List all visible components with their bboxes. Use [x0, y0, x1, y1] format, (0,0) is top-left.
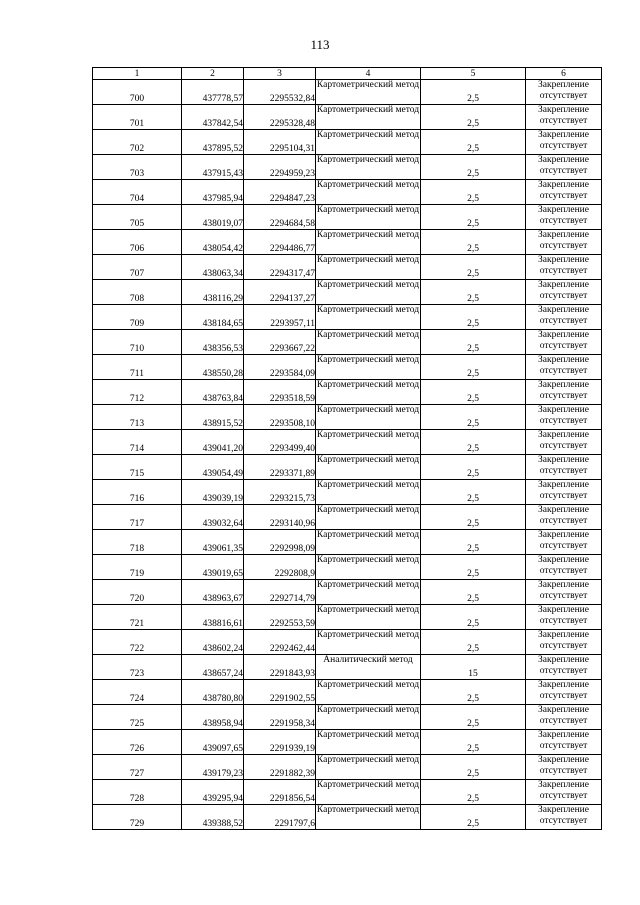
y-coordinate-cell: 2293584,09 — [244, 355, 316, 380]
table-row — [93, 655, 602, 680]
fixation-cell: Закрепление отсутствует — [526, 630, 602, 655]
x-coordinate-cell: 439054,49 — [182, 455, 244, 480]
page-number: 113 — [310, 37, 330, 52]
column-header: 6 — [526, 68, 602, 80]
accuracy-cell: 2,5 — [421, 155, 526, 180]
accuracy-cell: 2,5 — [421, 80, 526, 105]
x-coordinate-cell: 437985,94 — [182, 180, 244, 205]
y-coordinate-cell: 2295328,48 — [244, 105, 316, 130]
point-number-cell: 711 — [93, 355, 182, 380]
accuracy-cell: 2,5 — [421, 280, 526, 305]
method-cell: Картометрический метод — [316, 780, 421, 805]
table-row — [93, 780, 602, 805]
accuracy-cell: 2,5 — [421, 580, 526, 605]
x-coordinate-cell: 437778,57 — [182, 80, 244, 105]
point-number-cell: 704 — [93, 180, 182, 205]
x-coordinate-cell: 438054,42 — [182, 230, 244, 255]
table-row — [93, 805, 602, 830]
accuracy-cell: 2,5 — [421, 505, 526, 530]
accuracy-cell: 2,5 — [421, 430, 526, 455]
table-row — [93, 555, 602, 580]
x-coordinate-cell: 438019,07 — [182, 205, 244, 230]
y-coordinate-cell: 2291902,55 — [244, 680, 316, 705]
table-row — [93, 105, 602, 130]
table-row — [93, 255, 602, 280]
point-number-cell: 719 — [93, 555, 182, 580]
accuracy-cell: 2,5 — [421, 680, 526, 705]
y-coordinate-cell: 2293215,73 — [244, 480, 316, 505]
column-header: 1 — [93, 68, 182, 80]
x-coordinate-cell: 438816,61 — [182, 605, 244, 630]
fixation-cell: Закрепление отсутствует — [526, 755, 602, 780]
fixation-cell: Закрепление отсутствует — [526, 205, 602, 230]
x-coordinate-cell: 438657,24 — [182, 655, 244, 680]
accuracy-cell: 2,5 — [421, 355, 526, 380]
method-cell: Картометрический метод — [316, 380, 421, 405]
y-coordinate-cell: 2293499,40 — [244, 430, 316, 455]
x-coordinate-cell: 439097,65 — [182, 730, 244, 755]
x-coordinate-cell: 438184,65 — [182, 305, 244, 330]
point-number-cell: 726 — [93, 730, 182, 755]
table-row — [93, 405, 602, 430]
y-coordinate-cell: 2294317,47 — [244, 255, 316, 280]
table-row — [93, 155, 602, 180]
accuracy-cell: 2,5 — [421, 405, 526, 430]
accuracy-cell: 2,5 — [421, 530, 526, 555]
x-coordinate-cell: 437842,54 — [182, 105, 244, 130]
y-coordinate-cell: 2294847,23 — [244, 180, 316, 205]
table-row — [93, 530, 602, 555]
y-coordinate-cell: 2294684,58 — [244, 205, 316, 230]
table-row — [93, 355, 602, 380]
table-row — [93, 730, 602, 755]
method-cell: Картометрический метод — [316, 155, 421, 180]
table-row — [93, 230, 602, 255]
x-coordinate-cell: 438915,52 — [182, 405, 244, 430]
method-cell: Картометрический метод — [316, 630, 421, 655]
fixation-cell: Закрепление отсутствует — [526, 180, 602, 205]
accuracy-cell: 2,5 — [421, 605, 526, 630]
y-coordinate-cell: 2293957,11 — [244, 305, 316, 330]
y-coordinate-cell: 2292553,59 — [244, 605, 316, 630]
table-row — [93, 130, 602, 155]
y-coordinate-cell: 2291939,19 — [244, 730, 316, 755]
accuracy-cell: 2,5 — [421, 380, 526, 405]
x-coordinate-cell: 438356,53 — [182, 330, 244, 355]
table-row — [93, 205, 602, 230]
point-number-cell: 729 — [93, 805, 182, 830]
x-coordinate-cell: 437915,43 — [182, 155, 244, 180]
fixation-cell: Закрепление отсутствует — [526, 530, 602, 555]
point-number-cell: 706 — [93, 230, 182, 255]
point-number-cell: 716 — [93, 480, 182, 505]
point-number-cell: 722 — [93, 630, 182, 655]
fixation-cell: Закрепление отсутствует — [526, 505, 602, 530]
accuracy-cell: 2,5 — [421, 805, 526, 830]
x-coordinate-cell: 439295,94 — [182, 780, 244, 805]
fixation-cell: Закрепление отсутствует — [526, 355, 602, 380]
x-coordinate-cell: 438602,24 — [182, 630, 244, 655]
method-cell: Аналитический метод — [316, 655, 421, 680]
x-coordinate-cell: 439179,23 — [182, 755, 244, 780]
y-coordinate-cell: 2293518,59 — [244, 380, 316, 405]
method-cell: Картометрический метод — [316, 705, 421, 730]
fixation-cell: Закрепление отсутствует — [526, 555, 602, 580]
fixation-cell: Закрепление отсутствует — [526, 305, 602, 330]
accuracy-cell: 2,5 — [421, 780, 526, 805]
fixation-cell: Закрепление отсутствует — [526, 105, 602, 130]
accuracy-cell: 15 — [421, 655, 526, 680]
method-cell: Картометрический метод — [316, 355, 421, 380]
point-number-cell: 715 — [93, 455, 182, 480]
method-cell: Картометрический метод — [316, 605, 421, 630]
method-cell: Картометрический метод — [316, 230, 421, 255]
y-coordinate-cell: 2292462,44 — [244, 630, 316, 655]
fixation-cell: Закрепление отсутствует — [526, 280, 602, 305]
accuracy-cell: 2,5 — [421, 705, 526, 730]
y-coordinate-cell: 2291797,6 — [244, 805, 316, 830]
point-number-cell: 714 — [93, 430, 182, 455]
y-coordinate-cell: 2291856,54 — [244, 780, 316, 805]
accuracy-cell: 2,5 — [421, 180, 526, 205]
x-coordinate-cell: 438550,28 — [182, 355, 244, 380]
fixation-cell: Закрепление отсутствует — [526, 130, 602, 155]
y-coordinate-cell: 2293371,89 — [244, 455, 316, 480]
method-cell: Картометрический метод — [316, 405, 421, 430]
method-cell: Картометрический метод — [316, 255, 421, 280]
accuracy-cell: 2,5 — [421, 755, 526, 780]
table-row — [93, 580, 602, 605]
fixation-cell: Закрепление отсутствует — [526, 705, 602, 730]
method-cell: Картометрический метод — [316, 205, 421, 230]
fixation-cell: Закрепление отсутствует — [526, 480, 602, 505]
point-number-cell: 708 — [93, 280, 182, 305]
y-coordinate-cell: 2295104,31 — [244, 130, 316, 155]
point-number-cell: 727 — [93, 755, 182, 780]
method-cell: Картометрический метод — [316, 580, 421, 605]
accuracy-cell: 2,5 — [421, 130, 526, 155]
x-coordinate-cell: 439019,65 — [182, 555, 244, 580]
y-coordinate-cell: 2294137,27 — [244, 280, 316, 305]
y-coordinate-cell: 2292998,09 — [244, 530, 316, 555]
point-number-cell: 713 — [93, 405, 182, 430]
method-cell: Картометрический метод — [316, 430, 421, 455]
column-header: 3 — [244, 68, 316, 80]
point-number-cell: 702 — [93, 130, 182, 155]
y-coordinate-cell: 2294959,23 — [244, 155, 316, 180]
fixation-cell: Закрепление отсутствует — [526, 730, 602, 755]
point-number-cell: 710 — [93, 330, 182, 355]
method-cell: Картометрический метод — [316, 180, 421, 205]
accuracy-cell: 2,5 — [421, 105, 526, 130]
method-cell: Картометрический метод — [316, 730, 421, 755]
method-cell: Картометрический метод — [316, 555, 421, 580]
method-cell: Картометрический метод — [316, 505, 421, 530]
table-row — [93, 505, 602, 530]
method-cell: Картометрический метод — [316, 330, 421, 355]
fixation-cell: Закрепление отсутствует — [526, 80, 602, 105]
table-header-row — [93, 68, 602, 80]
fixation-cell: Закрепление отсутствует — [526, 430, 602, 455]
fixation-cell: Закрепление отсутствует — [526, 580, 602, 605]
accuracy-cell: 2,5 — [421, 230, 526, 255]
point-number-cell: 723 — [93, 655, 182, 680]
table-row — [93, 330, 602, 355]
method-cell: Картометрический метод — [316, 805, 421, 830]
point-number-cell: 720 — [93, 580, 182, 605]
x-coordinate-cell: 438063,34 — [182, 255, 244, 280]
coordinates-table — [92, 67, 602, 830]
table-row — [93, 305, 602, 330]
y-coordinate-cell: 2293140,96 — [244, 505, 316, 530]
accuracy-cell: 2,5 — [421, 730, 526, 755]
y-coordinate-cell: 2295532,84 — [244, 80, 316, 105]
fixation-cell: Закрепление отсутствует — [526, 330, 602, 355]
y-coordinate-cell: 2291882,39 — [244, 755, 316, 780]
x-coordinate-cell: 439061,35 — [182, 530, 244, 555]
method-cell: Картометрический метод — [316, 455, 421, 480]
method-cell: Картометрический метод — [316, 680, 421, 705]
fixation-cell: Закрепление отсутствует — [526, 380, 602, 405]
table-row — [93, 630, 602, 655]
point-number-cell: 703 — [93, 155, 182, 180]
fixation-cell: Закрепление отсутствует — [526, 455, 602, 480]
fixation-cell: Закрепление отсутствует — [526, 780, 602, 805]
x-coordinate-cell: 438763,84 — [182, 380, 244, 405]
accuracy-cell: 2,5 — [421, 330, 526, 355]
table-row — [93, 680, 602, 705]
method-cell: Картометрический метод — [316, 280, 421, 305]
point-number-cell: 707 — [93, 255, 182, 280]
x-coordinate-cell: 439041,20 — [182, 430, 244, 455]
point-number-cell: 709 — [93, 305, 182, 330]
point-number-cell: 721 — [93, 605, 182, 630]
fixation-cell: Закрепление отсутствует — [526, 655, 602, 680]
point-number-cell: 725 — [93, 705, 182, 730]
fixation-cell: Закрепление отсутствует — [526, 805, 602, 830]
column-header: 2 — [182, 68, 244, 80]
accuracy-cell: 2,5 — [421, 205, 526, 230]
table-row — [93, 755, 602, 780]
accuracy-cell: 2,5 — [421, 255, 526, 280]
accuracy-cell: 2,5 — [421, 455, 526, 480]
table-row — [93, 705, 602, 730]
y-coordinate-cell: 2291843,93 — [244, 655, 316, 680]
method-cell: Картометрический метод — [316, 480, 421, 505]
point-number-cell: 728 — [93, 780, 182, 805]
x-coordinate-cell: 439039,19 — [182, 480, 244, 505]
table-row — [93, 430, 602, 455]
x-coordinate-cell: 438116,29 — [182, 280, 244, 305]
method-cell: Картометрический метод — [316, 105, 421, 130]
method-cell: Картометрический метод — [316, 130, 421, 155]
x-coordinate-cell: 439032,64 — [182, 505, 244, 530]
y-coordinate-cell: 2293667,22 — [244, 330, 316, 355]
table-row — [93, 605, 602, 630]
accuracy-cell: 2,5 — [421, 555, 526, 580]
table-row — [93, 380, 602, 405]
table-row — [93, 480, 602, 505]
method-cell: Картометрический метод — [316, 755, 421, 780]
method-cell: Картометрический метод — [316, 305, 421, 330]
x-coordinate-cell: 438780,80 — [182, 680, 244, 705]
method-cell: Картометрический метод — [316, 530, 421, 555]
fixation-cell: Закрепление отсутствует — [526, 405, 602, 430]
column-header: 4 — [316, 68, 421, 80]
accuracy-cell: 2,5 — [421, 630, 526, 655]
fixation-cell: Закрепление отсутствует — [526, 605, 602, 630]
fixation-cell: Закрепление отсутствует — [526, 680, 602, 705]
table-row — [93, 80, 602, 105]
x-coordinate-cell: 438963,67 — [182, 580, 244, 605]
accuracy-cell: 2,5 — [421, 305, 526, 330]
y-coordinate-cell: 2292808,9 — [244, 555, 316, 580]
point-number-cell: 705 — [93, 205, 182, 230]
fixation-cell: Закрепление отсутствует — [526, 230, 602, 255]
point-number-cell: 701 — [93, 105, 182, 130]
method-cell: Картометрический метод — [316, 80, 421, 105]
table-row — [93, 280, 602, 305]
y-coordinate-cell: 2293508,10 — [244, 405, 316, 430]
fixation-cell: Закрепление отсутствует — [526, 255, 602, 280]
point-number-cell: 724 — [93, 680, 182, 705]
point-number-cell: 718 — [93, 530, 182, 555]
column-header: 5 — [421, 68, 526, 80]
table-body — [93, 80, 602, 830]
x-coordinate-cell: 439388,52 — [182, 805, 244, 830]
point-number-cell: 712 — [93, 380, 182, 405]
y-coordinate-cell: 2292714,79 — [244, 580, 316, 605]
y-coordinate-cell: 2294486,77 — [244, 230, 316, 255]
accuracy-cell: 2,5 — [421, 480, 526, 505]
table-row — [93, 455, 602, 480]
fixation-cell: Закрепление отсутствует — [526, 155, 602, 180]
x-coordinate-cell: 438958,94 — [182, 705, 244, 730]
x-coordinate-cell: 437895,52 — [182, 130, 244, 155]
y-coordinate-cell: 2291958,34 — [244, 705, 316, 730]
table-row — [93, 180, 602, 205]
point-number-cell: 700 — [93, 80, 182, 105]
point-number-cell: 717 — [93, 505, 182, 530]
